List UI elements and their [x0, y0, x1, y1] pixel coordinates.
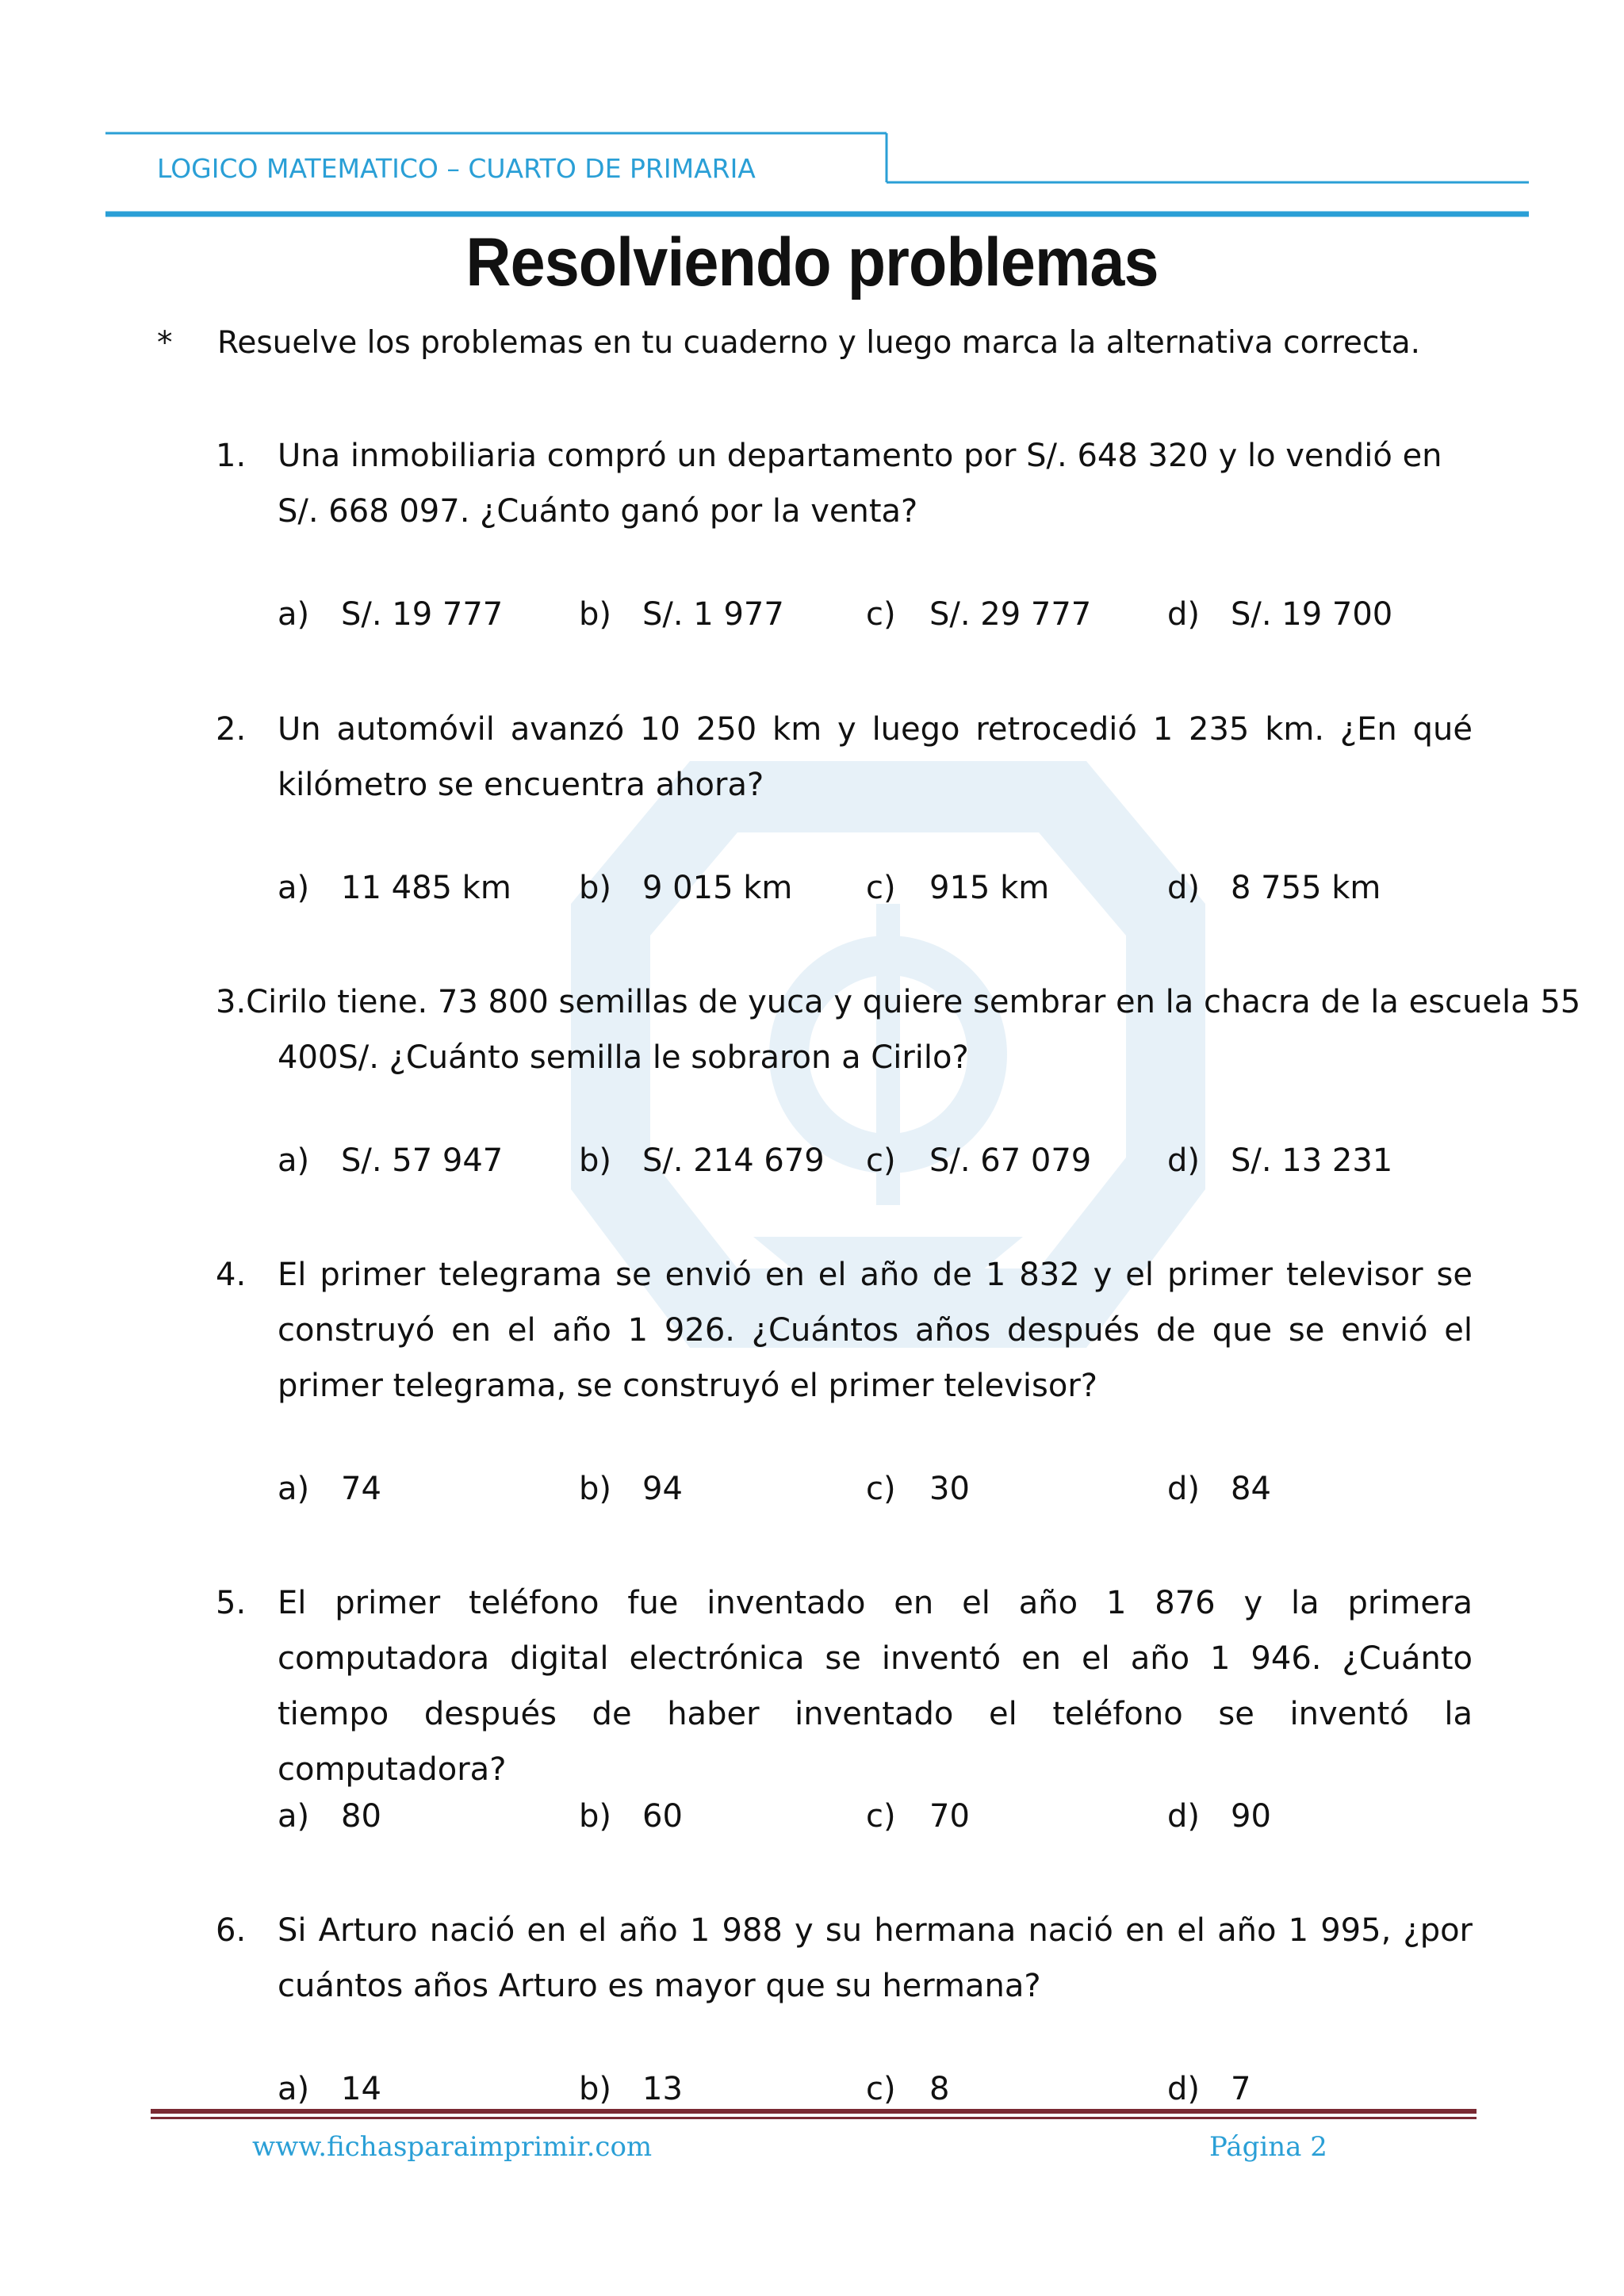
instruction-text: Resuelve los problemas en tu cuaderno y luego marca la alternativa correcta. [217, 325, 1421, 361]
problem-1 [216, 428, 1473, 539]
problem-number: 3. [216, 984, 247, 1020]
problem-number: 1. [216, 438, 247, 474]
problem-text: El primer teléfono fue inventado en el año 1 876 y la primera computadora digital electrónica se inventó en el año 1 946. ¿Cuánto tiempo después de haber inventado el teléfono se inventó la computadora? [278, 1585, 1473, 1788]
problem-5 [216, 1575, 1473, 1797]
page-title: Resolviendo problemas [465, 224, 1159, 300]
problem-number: 2. [216, 711, 247, 748]
problem-text: Si Arturo nació en el año 1 988 y su hermana nació en el año 1 995, ¿por cuántos años Arturo es mayor que su hermana? [278, 1912, 1473, 2004]
problem-text-line: 3.Cirilo tiene. 73 800 semillas de yuca y quiere sembrar en la chacra de la escuela 55 [216, 984, 1581, 1020]
problem-6 [216, 1903, 1473, 2014]
problem-number: 4. [216, 1257, 247, 1293]
problem-number: 5. [216, 1585, 247, 1621]
problem-text: Un automóvil avanzó 10 250 km y luego retrocedió 1 235 km. ¿En qué kilómetro se encuentra ahora? [278, 711, 1473, 803]
footer-rule [151, 2109, 1477, 2119]
problem-2 [216, 702, 1473, 813]
instruction-bullet: * [157, 325, 173, 361]
footer-rule-thick [151, 2109, 1477, 2114]
page-number: Página 2 [1209, 2131, 1327, 2163]
problem-text-line: S/. 668 097. ¿Cuánto ganó por la venta? [278, 493, 918, 530]
problem-4 [216, 1247, 1473, 1414]
header-label: LOGICO MATEMATICO – CUARTO DE PRIMARIA [157, 153, 756, 184]
problem-text-line: Una inmobiliaria compró un departamento por S/. 648 320 y lo vendió en [278, 438, 1442, 474]
problem-3 [216, 974, 1581, 1085]
problem-text: El primer telegrama se envió en el año de 1 832 y el primer televisor se construyó en el año 1 926. ¿Cuántos años después de que se envió el primer telegrama, se construyó el primer televisor? [278, 1257, 1473, 1404]
footer-url-link[interactable]: www.fichasparaimprimir.com [252, 2131, 653, 2163]
problem-number: 6. [216, 1912, 247, 1949]
header-frame [0, 0, 1624, 238]
footer-rule-thin [151, 2117, 1477, 2119]
problem-text-line: 400S/. ¿Cuánto semilla le sobraron a Cirilo? [278, 1039, 969, 1076]
